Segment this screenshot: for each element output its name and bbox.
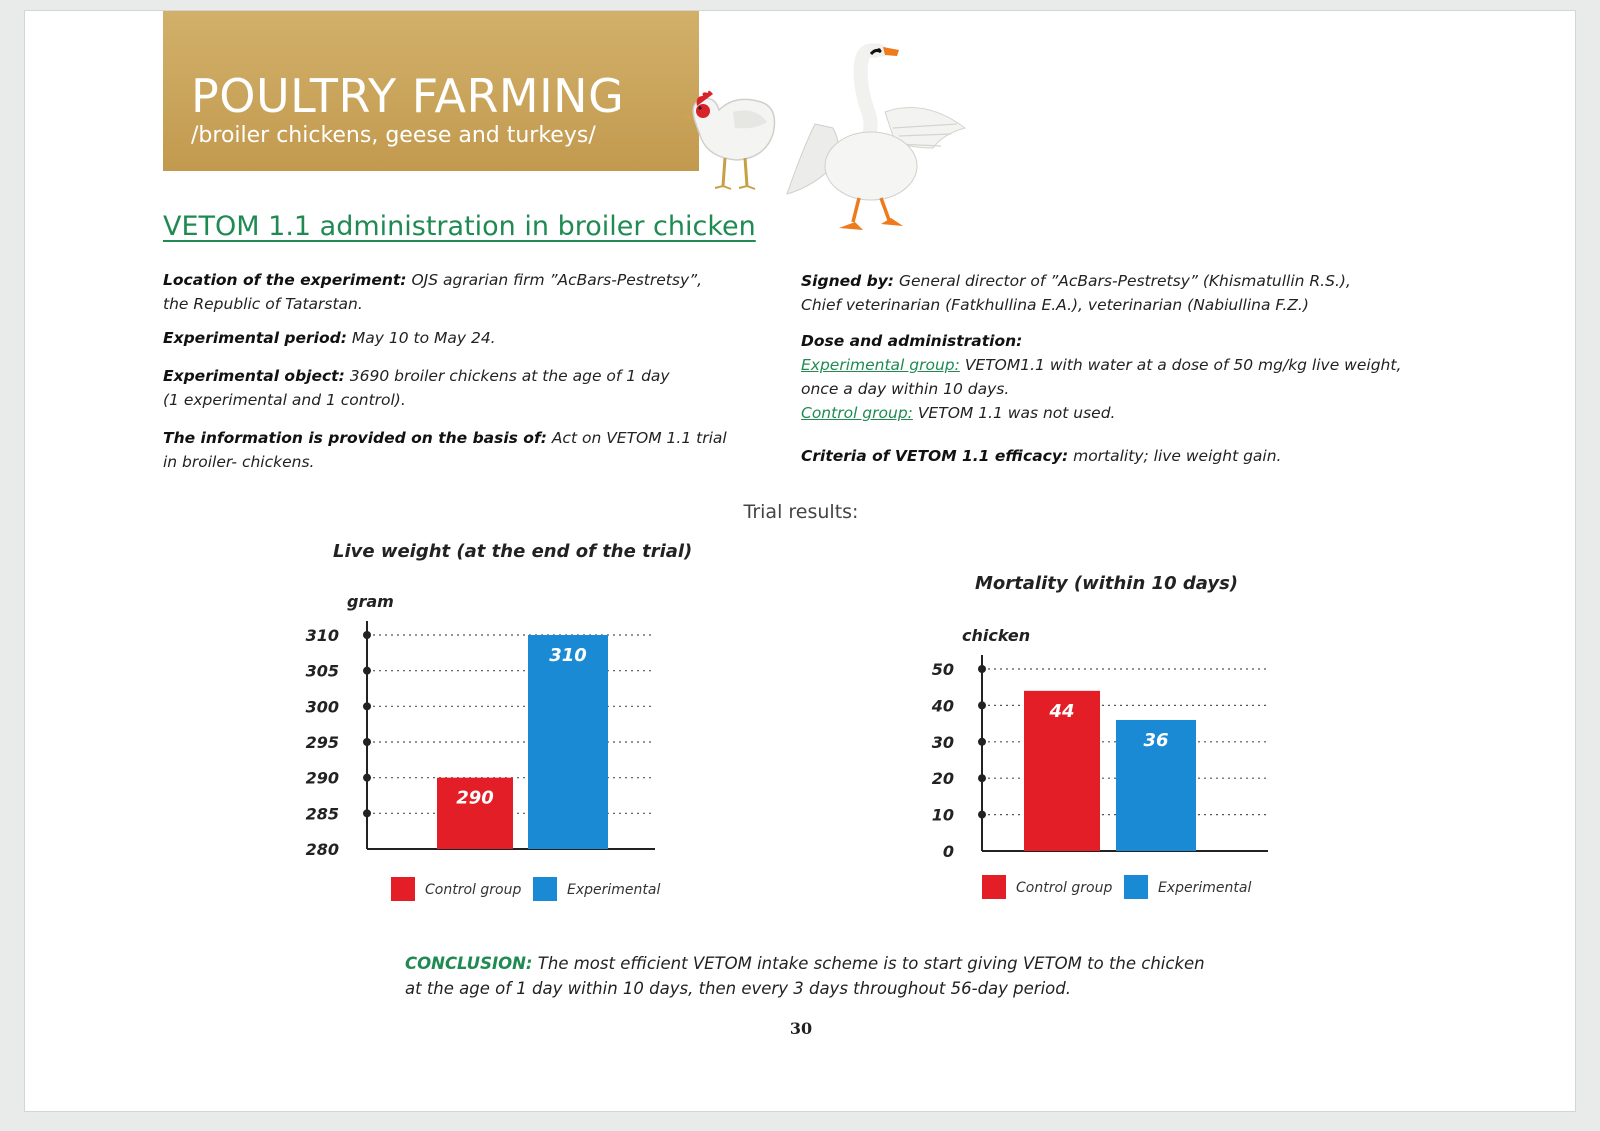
live-weight-bar-experimental xyxy=(528,635,608,849)
live-weight-legend-label: Control group xyxy=(425,882,522,898)
live-weight-y-tick-label: 290 xyxy=(305,768,339,788)
goose-illustration xyxy=(787,43,965,230)
mortality-y-tick-label: 20 xyxy=(931,769,954,789)
signed-label: Signed by: xyxy=(801,272,895,290)
basis-value-line2: in broiler- chickens. xyxy=(163,453,315,471)
signed-value: General director of ”AcBars-Pestretsy” (Khismatullin R.S.), xyxy=(898,272,1351,290)
live-weight-legend-label: Experimental xyxy=(567,882,661,898)
location-value: OJS agrarian firm ”AcBars-Pestretsy”, xyxy=(411,271,703,289)
basis-value: Act on VETOM 1.1 trial xyxy=(551,429,727,447)
criteria-label: Criteria of VETOM 1.1 efficacy: xyxy=(801,447,1069,465)
live-weight-y-tick-label: 300 xyxy=(305,697,339,717)
header-banner xyxy=(163,11,699,171)
section-title: VETOM 1.1 administration in broiler chicken xyxy=(163,211,756,242)
location-value-line2: the Republic of Tatarstan. xyxy=(163,295,363,313)
chart-title-mortality: Mortality (within 10 days) xyxy=(975,573,1239,594)
signed-info xyxy=(801,269,1351,317)
page-number: 30 xyxy=(789,1019,813,1038)
page-title: POULTRY FARMING xyxy=(191,69,625,123)
experimental-group-value-line2: once a day within 10 days. xyxy=(801,380,1010,398)
control-group-link[interactable]: Control group: xyxy=(801,404,913,422)
document-page xyxy=(24,10,1576,1112)
criteria-info xyxy=(801,444,1281,468)
mortality-y-tick-label: 10 xyxy=(931,805,954,825)
live-weight-data-label: 310 xyxy=(549,645,587,666)
experimental-group-link[interactable]: Experimental group: xyxy=(801,356,960,374)
mortality-data-label: 44 xyxy=(1049,700,1075,722)
location-label: Location of the experiment: xyxy=(163,271,407,289)
dose-label: Dose and administration: xyxy=(801,332,1023,350)
object-value-line2: (1 experimental and 1 control). xyxy=(163,391,406,409)
live-weight-y-tick-label: 310 xyxy=(305,626,339,645)
live-weight-legend-swatch-experimental xyxy=(533,877,557,901)
live-weight-legend-swatch-control xyxy=(391,877,415,901)
criteria-value: mortality; live weight gain. xyxy=(1073,447,1282,465)
signed-value-line2: Chief veterinarian (Fatkhullina E.A.), veterinarian (Nabiullina F.Z.) xyxy=(801,296,1309,314)
mortality-data-label: 36 xyxy=(1143,729,1169,751)
mortality-y-axis-label: chicken xyxy=(962,626,1031,645)
live-weight-y-tick-label: 280 xyxy=(305,840,339,859)
conclusion-label: CONCLUSION: xyxy=(405,954,533,973)
page-subtitle: /broiler chickens, geese and turkeys/ xyxy=(191,123,596,148)
mortality-y-tick-label: 50 xyxy=(931,660,954,679)
mortality-legend-swatch-control xyxy=(982,875,1006,899)
mortality-y-tick-label: 0 xyxy=(942,842,954,861)
mortality-legend-label: Control group xyxy=(1016,880,1113,896)
mortality-legend-label: Experimental xyxy=(1158,880,1252,896)
location-info xyxy=(163,268,702,316)
object-value: 3690 broiler chickens at the age of 1 day xyxy=(349,367,670,385)
conclusion xyxy=(405,951,1225,1001)
live-weight-y-tick-label: 305 xyxy=(305,661,339,681)
mortality-legend-swatch-experimental xyxy=(1124,875,1148,899)
mortality-chart xyxy=(920,609,1290,909)
basis-label: The information is provided on the basis of: xyxy=(163,429,547,447)
experimental-group-value: VETOM1.1 with water at a dose of 50 mg/kg live weight, xyxy=(964,356,1402,374)
period-info xyxy=(163,326,496,350)
dose-info xyxy=(801,329,1401,425)
mortality-y-tick-label: 30 xyxy=(931,732,954,752)
object-label: Experimental object: xyxy=(163,367,345,385)
live-weight-data-label: 290 xyxy=(456,787,494,809)
live-weight-chart xyxy=(285,579,675,919)
chicken-illustration xyxy=(683,91,775,189)
poultry-illustration xyxy=(675,36,975,236)
trial-results-heading: Trial results: xyxy=(743,501,859,523)
chart-title-live-weight: Live weight (at the end of the trial) xyxy=(333,541,693,562)
conclusion-text: The most efficient VETOM intake scheme is to start giving VETOM to the chicken xyxy=(537,954,1205,973)
period-value: May 10 to May 24. xyxy=(351,329,496,347)
control-group-value: VETOM 1.1 was not used. xyxy=(917,404,1116,422)
live-weight-y-tick-label: 285 xyxy=(305,804,339,824)
basis-info xyxy=(163,426,727,474)
period-label: Experimental period: xyxy=(163,329,347,347)
mortality-y-tick-label: 40 xyxy=(931,696,954,716)
object-info xyxy=(163,364,670,412)
live-weight-y-axis-label: gram xyxy=(347,592,394,611)
live-weight-y-tick-label: 295 xyxy=(305,733,339,752)
conclusion-text-line2: at the age of 1 day within 10 days, then every 3 days throughout 56-day period. xyxy=(405,979,1071,998)
